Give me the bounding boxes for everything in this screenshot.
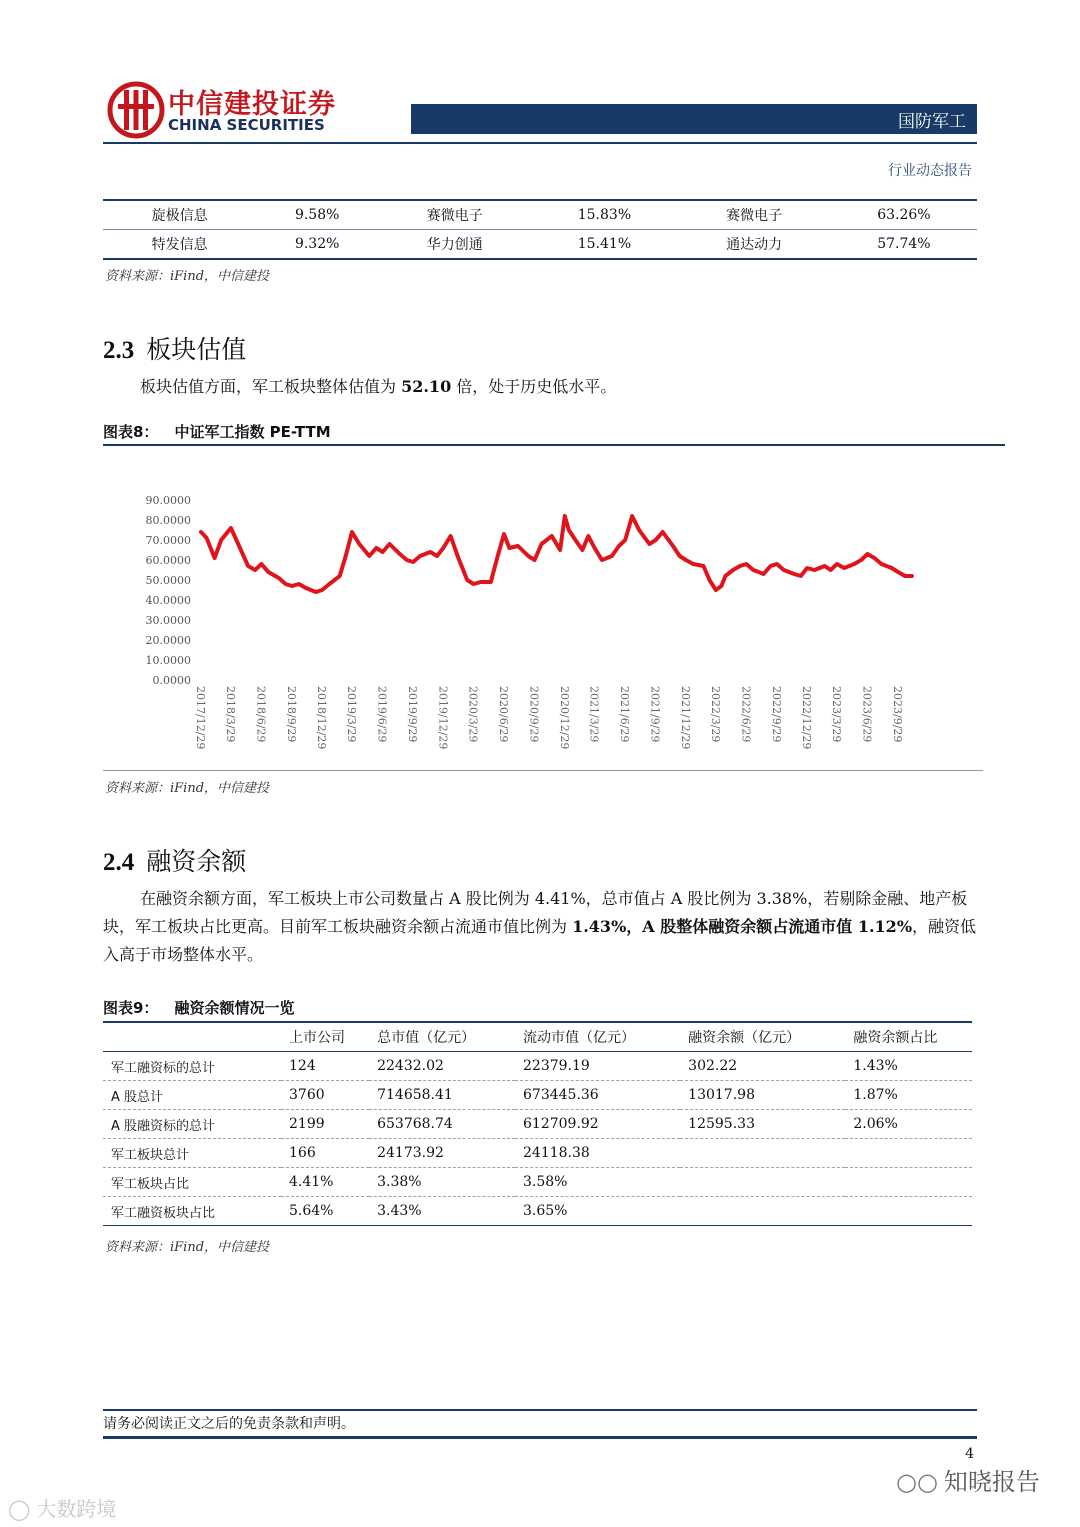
table-cell: 3.38% (369, 1168, 515, 1197)
table-cell (680, 1168, 845, 1197)
logo-chinese-name: 中信建投证券 (168, 89, 336, 120)
x-tick-label: 2018/9/29 (284, 686, 298, 743)
figure-9-source: 资料来源：iFind，中信建投 (105, 1240, 270, 1255)
table-cell: 1.43% (845, 1052, 972, 1081)
x-tick-label: 2021/9/29 (648, 686, 662, 743)
y-tick-label: 0.0000 (152, 674, 191, 687)
table-cell: 3.65% (515, 1197, 680, 1226)
x-tick-label: 2020/9/29 (527, 686, 541, 743)
table-row (103, 1168, 972, 1197)
table-cell: 赛微电子 (378, 200, 531, 230)
table-cell: 特发信息 (103, 230, 256, 260)
x-tick-label: 2020/6/29 (497, 686, 511, 743)
figure-8-source: 资料来源：iFind，中信建投 (105, 781, 270, 796)
table-cell: A 股总计 (103, 1081, 281, 1110)
section-heading-2-4 (103, 842, 246, 878)
x-tick-label: 2021/3/29 (587, 686, 601, 743)
x-tick-label: 2018/3/29 (223, 686, 237, 743)
table-cell: 5.64% (281, 1197, 369, 1226)
table-cell: 旋极信息 (103, 200, 256, 230)
y-tick-label: 70.0000 (145, 534, 191, 547)
table-cell: 通达动力 (678, 230, 831, 260)
watermark-right (896, 1462, 1040, 1497)
table-cell: 3.43% (369, 1197, 515, 1226)
report-type-label: 行业动态报告 (888, 163, 972, 179)
y-tick-label: 80.0000 (145, 514, 191, 527)
y-tick-label: 50.0000 (145, 574, 191, 587)
figure-9-title (103, 997, 294, 1018)
watermark-text: 知晓报告 (943, 1468, 1040, 1496)
x-tick-label: 2019/6/29 (375, 686, 389, 743)
x-tick-label: 2023/9/29 (891, 686, 904, 743)
table-row (103, 1197, 972, 1226)
para-bold-value: 1.12% (857, 917, 913, 936)
section-2-4-paragraph (103, 885, 977, 969)
table-cell: 4.41% (281, 1168, 369, 1197)
table-header-cell: 上市公司 (281, 1022, 369, 1052)
x-tick-label: 2022/6/29 (739, 686, 753, 743)
weibo-icon: ◯ (8, 1497, 31, 1521)
section-heading-2-3 (103, 330, 246, 366)
table-cell: 9.58% (256, 200, 378, 230)
y-tick-label: 20.0000 (145, 634, 191, 647)
table-cell: 2199 (281, 1110, 369, 1139)
table-cell: 12595.33 (680, 1110, 845, 1139)
y-tick-label: 90.0000 (145, 494, 191, 507)
table-cell: 166 (281, 1139, 369, 1168)
figure-8-bottom-rule (103, 770, 983, 771)
figure-caption: 中证军工指数 PE-TTM (174, 423, 331, 441)
table-header-cell: 融资余额（亿元） (680, 1022, 845, 1052)
x-tick-label: 2019/12/29 (436, 686, 450, 750)
watermark-text: 大数跨境 (36, 1497, 117, 1521)
table-row (103, 1081, 972, 1110)
figure-8-title (103, 421, 331, 442)
footer-top-rule (103, 1409, 977, 1411)
table-cell: 华力创通 (378, 230, 531, 260)
para-text: 在融资余额方面，军工板块上市公司数量占 A 股比例为 4.41%，总市值占 A 股比例为 3.38%，若剔除金融、地产板块，军工板块占比更高。目前军工板块融资余额占流通市值比例为 (103, 889, 968, 936)
table-cell: 军工板块总计 (103, 1139, 281, 1168)
table-cell: 653768.74 (369, 1110, 515, 1139)
section-title: 板块估值 (146, 335, 247, 364)
x-tick-label: 2018/6/29 (254, 686, 268, 743)
table-cell: 302.22 (680, 1052, 845, 1081)
table-header-cell: 流动市值（亿元） (515, 1022, 680, 1052)
watermark-left (8, 1493, 116, 1522)
table-cell: 赛微电子 (678, 200, 831, 230)
x-tick-label: 2017/12/29 (194, 686, 207, 750)
para-bold-text: ， (626, 917, 643, 936)
table-cell: 15.83% (531, 200, 677, 230)
x-tick-label: 2020/3/29 (466, 686, 480, 743)
table-cell (845, 1168, 972, 1197)
sector-banner (411, 104, 977, 134)
table-cell: 714658.41 (369, 1081, 515, 1110)
table-cell: 22432.02 (369, 1052, 515, 1081)
y-tick-label: 30.0000 (145, 614, 191, 627)
x-tick-label: 2022/9/29 (769, 686, 783, 743)
table-cell: 军工融资标的总计 (103, 1052, 281, 1081)
table-row (103, 200, 977, 230)
x-tick-label: 2020/12/29 (557, 686, 571, 750)
header-divider (103, 142, 977, 144)
table-cell: 9.32% (256, 230, 378, 260)
margin-balance-table (103, 1021, 972, 1226)
table-cell (680, 1139, 845, 1168)
x-tick-label: 2021/12/29 (678, 686, 692, 750)
table-cell (680, 1197, 845, 1226)
table-cell: 24173.92 (369, 1139, 515, 1168)
para-text: ，融资低入高于市场整体水平。 (103, 917, 977, 964)
table-header-cell: 总市值（亿元） (369, 1022, 515, 1052)
sector-label: 国防军工 (898, 112, 966, 132)
page-number: 4 (965, 1446, 974, 1462)
para-text: 板块估值方面，军工板块整体估值为 (140, 377, 402, 396)
section-number: 2.3 (103, 337, 135, 364)
table-cell: 57.74% (831, 230, 977, 260)
table-cell: 3.58% (515, 1168, 680, 1197)
table-cell: 军工板块占比 (103, 1168, 281, 1197)
table-row (103, 1139, 972, 1168)
table-cell: 612709.92 (515, 1110, 680, 1139)
table-header-row (103, 1022, 972, 1052)
table-cell: 673445.36 (515, 1081, 680, 1110)
table-row (103, 230, 977, 260)
wechat-icon: ○○ (896, 1468, 938, 1496)
table-row (103, 1110, 972, 1139)
figure-caption: 融资余额情况一览 (174, 999, 295, 1017)
section-title: 融资余额 (146, 847, 247, 876)
section-number: 2.4 (103, 849, 135, 876)
table-cell: 15.41% (531, 230, 677, 260)
table-cell: 1.87% (845, 1081, 972, 1110)
table-cell: 24118.38 (515, 1139, 680, 1168)
section-2-3-paragraph (103, 373, 977, 401)
x-tick-label: 2019/3/29 (345, 686, 359, 743)
table-cell: 军工融资板块占比 (103, 1197, 281, 1226)
table-cell: 63.26% (831, 200, 977, 230)
y-tick-label: 60.0000 (145, 554, 191, 567)
top-table-source: 资料来源：iFind，中信建投 (105, 269, 270, 284)
x-tick-label: 2019/9/29 (406, 686, 420, 743)
x-tick-label: 2022/3/29 (708, 686, 722, 743)
para-bold-value: 1.43% (572, 917, 627, 936)
logo-english-name: CHINA SECURITIES (168, 116, 325, 134)
company-logo-icon (106, 80, 166, 140)
table-cell (845, 1197, 972, 1226)
y-tick-label: 10.0000 (145, 654, 191, 667)
top-ranking-table (103, 199, 977, 260)
series-line (201, 516, 912, 592)
figure-label: 图表8： (103, 423, 159, 441)
figure-label: 图表9： (103, 999, 159, 1017)
table-cell: A 股融资标的总计 (103, 1110, 281, 1139)
x-tick-label: 2018/12/29 (315, 686, 329, 750)
table-cell: 13017.98 (680, 1081, 845, 1110)
y-tick-label: 40.0000 (145, 594, 191, 607)
figure-8-top-rule (103, 444, 1005, 446)
pe-ttm-line-chart (103, 490, 983, 772)
table-header-cell (103, 1022, 281, 1052)
para-text: 倍，处于历史低水平。 (451, 377, 617, 396)
disclaimer-text: 请务必阅读正文之后的免责条款和声明。 (103, 1416, 355, 1432)
table-cell (845, 1139, 972, 1168)
x-tick-label: 2021/6/29 (618, 686, 632, 743)
table-row (103, 1052, 972, 1081)
para-bold-text: A 股整体融资余额占流通市值 (642, 917, 858, 936)
x-tick-label: 2022/12/29 (800, 686, 814, 750)
table-cell: 2.06% (845, 1110, 972, 1139)
x-tick-label: 2023/6/29 (860, 686, 874, 743)
table-cell: 3760 (281, 1081, 369, 1110)
x-tick-label: 2023/3/29 (829, 686, 843, 743)
table-cell: 22379.19 (515, 1052, 680, 1081)
para-bold-value: 52.10 (401, 377, 452, 396)
footer-bottom-rule (103, 1436, 977, 1439)
table-cell: 124 (281, 1052, 369, 1081)
table-header-cell: 融资余额占比 (845, 1022, 972, 1052)
